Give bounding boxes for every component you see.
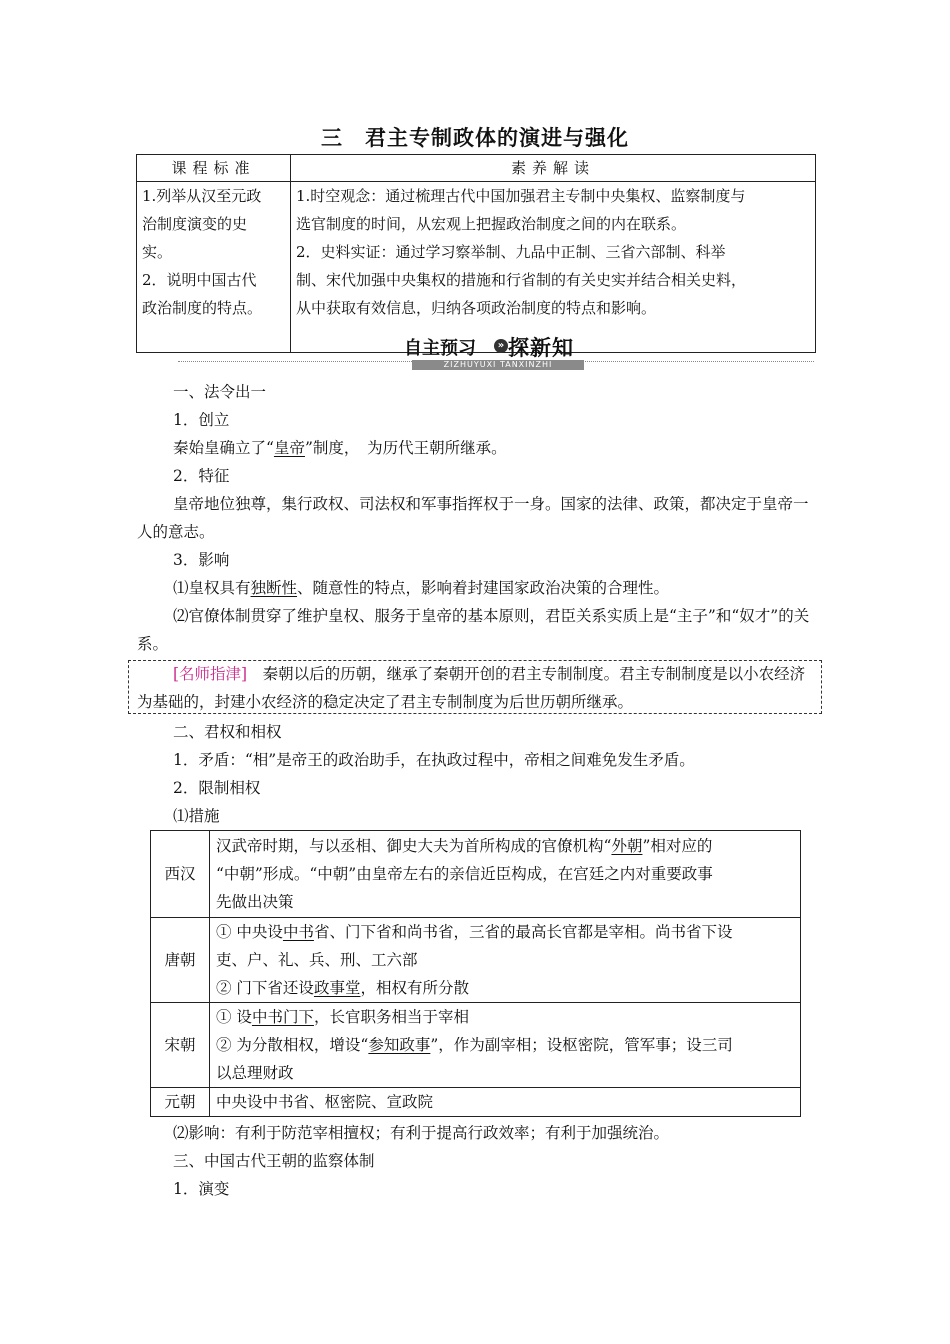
measure-line: 以总理财政 bbox=[216, 1064, 294, 1082]
measure-line: ① 中央设中书省、门下省和尚书省，三省的最高长官都是宰相。尚书省下设 bbox=[216, 923, 733, 941]
standards-left-line: 2．说明中国古代 bbox=[142, 271, 257, 289]
standards-table bbox=[136, 154, 816, 353]
standards-left-line: 政治制度的特点。 bbox=[142, 299, 263, 317]
paragraph: 1．矛盾：“相”是帝王的政治助手，在执政过程中，帝相之间难免发生矛盾。 bbox=[173, 751, 695, 769]
section-heading: 三、中国古代王朝的监察体制 bbox=[173, 1152, 375, 1170]
tip-box bbox=[128, 660, 822, 714]
measure-cell bbox=[210, 831, 801, 918]
standards-right-line: 制、宋代加强中央集权的措施和行省制的有关史实并结合相关史料， bbox=[296, 271, 747, 289]
subheading: 2．特征 bbox=[173, 467, 230, 485]
paragraph: 秦始皇确立了“皇帝”制度， 为历代王朝所继承。 bbox=[173, 439, 507, 457]
banner-subtitle: ZIZHUYUXI TANXINZHI bbox=[412, 360, 584, 370]
standards-left-line: 治制度演变的史 bbox=[142, 215, 248, 233]
dynasty-cell: 元朝 bbox=[151, 1088, 210, 1117]
standards-right-line: 2．史料实证：通过学习察举制、九品中正制、三省六部制、科举 bbox=[296, 243, 726, 261]
dynasty-cell: 唐朝 bbox=[151, 918, 210, 1003]
page-title: 三 君主专制政体的演进与强化 bbox=[321, 126, 629, 150]
dynasty-cell: 宋朝 bbox=[151, 1003, 210, 1088]
standards-right-line: 从中获取有效信息，归纳各项政治制度的特点和影响。 bbox=[296, 299, 657, 317]
subheading: 3．影响 bbox=[173, 551, 230, 569]
measure-cell bbox=[210, 1088, 801, 1117]
measure-line: ① 设中书门下，长官职务相当于宰相 bbox=[216, 1008, 469, 1026]
standards-right-line: 选官制度的时间，从宏观上把握政治制度之间的内在联系。 bbox=[296, 215, 687, 233]
paragraph: 皇帝地位独尊，集行政权、司法权和军事指挥权于一身。国家的法律、政策，都决定于皇帝一人的意志。 bbox=[137, 495, 809, 541]
arrow-icon: » bbox=[494, 339, 508, 353]
measure-line: “中朝”形成。“中朝”由皇帝左右的亲信近臣构成，在宫廷之内对重要政事 bbox=[216, 865, 713, 883]
standards-header-left: 课程标准 bbox=[137, 155, 291, 182]
subheading: 2．限制相权 bbox=[173, 779, 261, 797]
paragraph: ⑵影响：有利于防范宰相擅权；有利于提高行政效率；有利于加强统治。 bbox=[173, 1124, 670, 1142]
measure-line: 中央设中书省、枢密院、宣政院 bbox=[216, 1093, 434, 1111]
subheading: 1．演变 bbox=[173, 1180, 230, 1198]
measure-cell bbox=[210, 1003, 801, 1088]
subheading: 1．创立 bbox=[173, 411, 230, 429]
measure-line: 先做出决策 bbox=[216, 893, 294, 911]
table-row bbox=[151, 1088, 801, 1117]
standards-left-line: 1.列举从汉至元政 bbox=[142, 187, 262, 205]
standards-right-line: 1.时空观念：通过梳理古代中国加强君主专制中央集权、监察制度与 bbox=[296, 187, 746, 205]
tip-text: [名师指津] 秦朝以后的历朝，继承了秦朝开创的君主专制制度。君主专制制度是以小农经济为基础的，封建小农经济的稳定决定了君主专制制度为后世历朝所继承。 bbox=[137, 665, 806, 711]
measure-line: 吏、户、礼、兵、刑、工六部 bbox=[216, 951, 418, 969]
measures-table bbox=[150, 830, 801, 1117]
subheading: ⑴措施 bbox=[173, 807, 220, 825]
section-banner bbox=[404, 334, 594, 360]
tip-tag: [名师指津] bbox=[173, 665, 248, 683]
measure-line: ② 为分散相权，增设“参知政事”，作为副宰相；设枢密院，管军事；设三司 bbox=[216, 1036, 733, 1054]
standards-left-line: 实。 bbox=[142, 243, 173, 261]
standards-header-right: 素养解读 bbox=[291, 155, 816, 182]
measure-line: 汉武帝时期，与以丞相、御史大夫为首所构成的官僚机构“外朝”相对应的 bbox=[216, 837, 713, 855]
banner-part2: 探新知 bbox=[508, 336, 574, 360]
section-heading: 二、君权和相权 bbox=[173, 723, 282, 741]
dynasty-cell: 西汉 bbox=[151, 831, 210, 918]
paragraph: ⑴皇权具有独断性、随意性的特点，影响着封建国家政治决策的合理性。 bbox=[173, 579, 670, 597]
standards-right-cell bbox=[291, 182, 816, 353]
standards-left-cell bbox=[137, 182, 291, 353]
table-row bbox=[151, 831, 801, 918]
paragraph: ⑵官僚体制贯穿了维护皇权、服务于皇帝的基本原则，君臣关系实质上是“主子”和“奴才”的关系。 bbox=[137, 607, 810, 653]
banner-part1: 自主预习 bbox=[404, 338, 476, 359]
table-row bbox=[151, 1003, 801, 1088]
table-row bbox=[151, 918, 801, 1003]
measure-cell bbox=[210, 918, 801, 1003]
section-heading: 一、法令出一 bbox=[173, 383, 267, 401]
measure-line: ② 门下省还设政事堂，相权有所分散 bbox=[216, 979, 469, 997]
